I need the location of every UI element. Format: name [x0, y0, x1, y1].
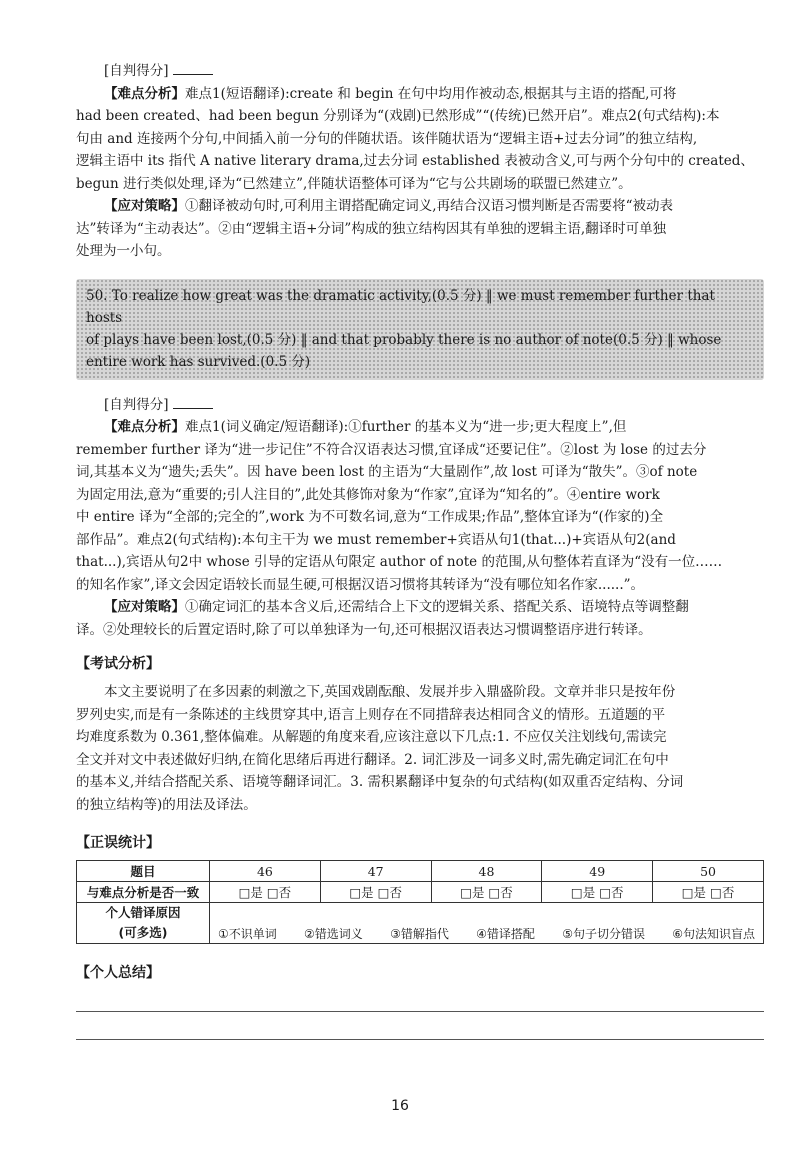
analysis-line: 【难点分析】难点1(词义确定/短语翻译):①further 的基本义为“进一步;更大程度上”,但 [104, 419, 627, 435]
exam-line: 全文并对文中表述做好归纳,在简化思绪后再进行翻译。2. 词汇涉及一词多义时,需先确定词汇在句中 [76, 751, 669, 768]
analysis-line: that...),宾语从句2中 whose 引导的定语从句限定 author of note 的范围,从句整体若直译为“没有一位…… [76, 554, 723, 570]
question-number: 49 [542, 861, 653, 882]
reason-option[interactable]: ①不识单词 [218, 926, 277, 941]
yes-no-checkbox[interactable]: □是 □否 [542, 882, 653, 903]
exam-line: 本文主要说明了在多因素的刺激之下,英国戏剧酝酿、发展并步入鼎盛阶段。文章并非只是按年份 [104, 684, 676, 700]
self-score-blank-2[interactable] [173, 396, 213, 409]
yes-no-checkbox[interactable]: □是 □否 [431, 882, 542, 903]
analysis-line: 逻辑主语中 its 指代 A native literary drama,过去分词 established 表被动含义,可与两个分句中的 created、 [76, 153, 754, 169]
exam-line: 的基本义,并结合搭配关系、语境等翻译词汇。3. 需积累翻译中复杂的句式结构(如双重否定结构、分词 [76, 774, 684, 790]
analysis-line: 【难点分析】难点1(短语翻译):create 和 begin 在句中均用作被动态,根据其与主语的搭配,可将 [104, 85, 677, 102]
summary-line-1[interactable] [76, 1010, 764, 1012]
page-number: 16 [391, 1098, 409, 1114]
exam-line: 均难度系数为 0.361,整体偏难。从解题的角度来看,应该注意以下几点:1. 不应仅关注划线句,需读完 [76, 729, 667, 745]
exam-analysis-title: 【考试分析】 [76, 656, 160, 672]
analysis-line: 的知名作家”,译文会因定语较长而显生硬,可根据汉语习惯将其转译为“没有哪位知名作家......”。 [76, 576, 645, 593]
summary-line-2[interactable] [76, 1038, 764, 1040]
question-number: 50 [653, 861, 764, 882]
strategy-line: 译。②处理较长的后置定语时,除了可以单独译为一句,还可根据汉语表达习惯调整语序进行转译。 [76, 621, 652, 638]
reason-option[interactable]: ④错译搭配 [476, 926, 535, 941]
strategy-line: 【应对策略】①确定词汇的基本含义后,还需结合上下文的逻辑关系、搭配关系、语境特点等调整翻 [104, 599, 689, 615]
strategy-line: 处理为一小句。 [76, 243, 171, 259]
question-50-line: 50. To realize how great was the dramatic activity,(0.5 分) ‖ we must remember further that hosts [86, 287, 715, 326]
question-50-box [76, 279, 764, 380]
analysis-line: 为固定用法,意为“重要的;引人注目的”,此处其修饰对象为“作家”,宜译为“知名的”。④entire work [76, 486, 660, 503]
analysis-line: had been created、had been begun 分别译为“(戏剧)已然形成”“(传统)已然开启”。难点2(句式结构):本 [76, 108, 720, 124]
reason-option[interactable]: ⑤句子切分错误 [562, 926, 645, 941]
stats-title: 【正误统计】 [76, 835, 160, 851]
exam-line: 罗列史实,而是有一条陈述的主线贯穿其中,语言上则存在不同措辞表达相同含义的情形。五道题的平 [76, 706, 666, 723]
col-header-question: 题目 [77, 861, 210, 882]
summary-title: 【个人总结】 [76, 965, 160, 981]
analysis-line: 句由 and 连接两个分句,中间插入前一分句的伴随状语。该伴随状语为“逻辑主语+过去分词”的独立结构, [76, 130, 698, 147]
row-label-consistency: 与难点分析是否一致 [77, 882, 210, 903]
yes-no-checkbox[interactable]: □是 □否 [320, 882, 431, 903]
self-score-blank-1[interactable] [173, 62, 213, 75]
analysis-line: 词,其基本义为“遗失;丢失”。因 have been lost 的主语为“大量剧作”,故 lost 可译为“散失”。③of note [76, 464, 698, 480]
strategy-line: 达”转译为“主动表达”。②由“逻辑主语+分词”构成的独立结构因其有单独的逻辑主语,翻译时可单独 [76, 220, 667, 237]
reasons-cell [210, 923, 764, 944]
yes-no-checkbox[interactable]: □是 □否 [653, 882, 764, 903]
stats-table [76, 860, 764, 944]
reason-option[interactable]: ③错解指代 [390, 926, 449, 941]
question-50-line: entire work has survived.(0.5 分) [86, 353, 311, 370]
strategy-line: 【应对策略】①翻译被动句时,可利用主谓搭配确定词义,再结合汉语习惯判断是否需要将“被动表 [104, 198, 673, 214]
analysis-line: 部作品”。难点2(句式结构):本句主干为 we must remember+宾语从句1(that...)+宾语从句2(and [76, 531, 676, 548]
reason-option[interactable]: ②错选词义 [304, 926, 363, 941]
analysis-line: 中 entire 译为“全部的;完全的”,work 为不可数名词,意为“工作成果;作品”,整体宜译为“(作家的)全 [76, 509, 664, 525]
exam-line: 的独立结构等)的用法及译法。 [76, 796, 257, 813]
question-number: 47 [320, 861, 431, 882]
analysis-line: begun 进行类似处理,译为“已然建立”,伴随状语整体可译为“它与公共剧场的联盟已然建立”。 [76, 175, 632, 192]
page-content [76, 60, 764, 1040]
self-score-label-2: [自判得分] [76, 394, 764, 417]
question-50-line: of plays have been lost,(0.5 分) ‖ and that probably there is no author of note(0.5 分) ‖ whose [86, 331, 722, 348]
analysis-line: remember further 译为“进一步记住”不符合汉语表达习惯,宜译成“还要记住”。②lost 为 lose 的过去分 [76, 441, 707, 458]
row-label-reasons: 个人错译原因 (可多选) [77, 903, 210, 944]
question-number: 46 [210, 861, 321, 882]
yes-no-checkbox[interactable]: □是 □否 [210, 882, 321, 903]
reasons-blank-row [210, 903, 764, 924]
self-score-label-1: [自判得分] [76, 60, 764, 83]
question-number: 48 [431, 861, 542, 882]
reason-option[interactable]: ⑥句法知识盲点 [672, 926, 755, 941]
